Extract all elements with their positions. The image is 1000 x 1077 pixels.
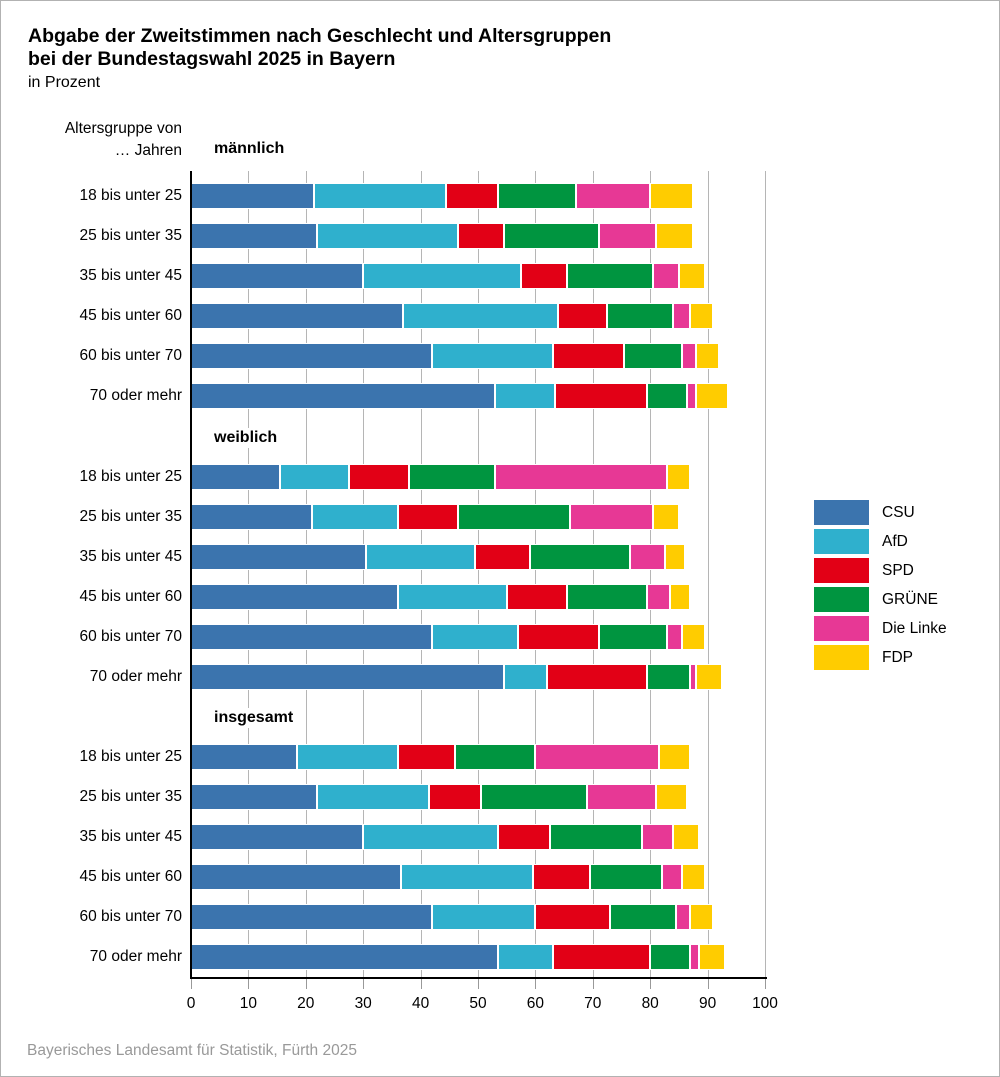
bar-row-insgesamt-35-bis-unter-45 — [191, 824, 699, 850]
x-tick-label-90: 90 — [698, 995, 717, 1012]
bar-segment-grüne — [650, 944, 690, 970]
bar-segment-afd — [312, 504, 398, 530]
gridline-70 — [593, 171, 594, 978]
row-label-weiblich-18-bis-unter-25: 18 bis unter 25 — [79, 468, 182, 485]
bar-row-weiblich-35-bis-unter-45 — [191, 544, 685, 570]
bar-row-männlich-70-oder-mehr — [191, 383, 728, 409]
bar-segment-spd — [398, 504, 458, 530]
group-header-männlich: männlich — [214, 139, 289, 159]
bar-segment-grüne — [455, 744, 535, 770]
bar-segment-grüne — [530, 544, 630, 570]
legend-swatch-spd — [814, 558, 869, 583]
bar-segment-die-linke — [642, 824, 674, 850]
bar-segment-csu — [191, 744, 297, 770]
bar-segment-spd — [558, 303, 607, 329]
x-tick-label-60: 60 — [526, 995, 545, 1012]
bar-segment-die-linke — [690, 944, 699, 970]
bar-segment-grüne — [590, 864, 662, 890]
bar-segment-fdp — [673, 824, 699, 850]
legend-item-csu — [814, 500, 947, 525]
bar-segment-afd — [432, 904, 535, 930]
x-tick-label-30: 30 — [354, 995, 372, 1012]
age-axis-note-line-2: … Jahren — [114, 142, 182, 159]
bar-segment-fdp — [670, 584, 690, 610]
bar-segment-spd — [498, 824, 550, 850]
row-label-weiblich-60-bis-unter-70: 60 bis unter 70 — [79, 628, 182, 645]
gridline-40 — [421, 171, 422, 978]
group-header-insgesamt: insgesamt — [214, 708, 298, 728]
bar-segment-fdp — [682, 864, 705, 890]
bar-segment-grüne — [567, 263, 653, 289]
bar-segment-spd — [446, 183, 498, 209]
x-tick-label-40: 40 — [411, 995, 430, 1012]
bar-row-insgesamt-45-bis-unter-60 — [191, 864, 705, 890]
bar-segment-die-linke — [687, 383, 696, 409]
x-tick-60 — [535, 979, 536, 989]
bar-segment-die-linke — [676, 904, 690, 930]
x-tick-70 — [593, 979, 594, 989]
legend-swatch-grüne — [814, 587, 869, 612]
bar-segment-csu — [191, 464, 280, 490]
gridline-80 — [650, 171, 651, 978]
bar-segment-afd — [498, 944, 553, 970]
gridline-30 — [363, 171, 364, 978]
chart-unit-subtitle: in Prozent — [28, 74, 101, 91]
bar-segment-spd — [521, 263, 567, 289]
bar-segment-afd — [363, 824, 498, 850]
bar-segment-spd — [349, 464, 409, 490]
bar-segment-grüne — [624, 343, 681, 369]
bar-segment-spd — [555, 383, 647, 409]
bar-segment-afd — [314, 183, 446, 209]
bar-segment-csu — [191, 223, 317, 249]
bar-segment-csu — [191, 303, 403, 329]
bar-segment-fdp — [696, 383, 728, 409]
chart-title — [28, 25, 611, 71]
bar-segment-grüne — [550, 824, 642, 850]
bar-segment-csu — [191, 624, 432, 650]
bar-segment-afd — [401, 864, 533, 890]
bar-row-insgesamt-25-bis-unter-35 — [191, 784, 687, 810]
bar-segment-die-linke — [599, 223, 656, 249]
bar-row-weiblich-70-oder-mehr — [191, 664, 722, 690]
bar-segment-csu — [191, 784, 317, 810]
bar-segment-grüne — [498, 183, 575, 209]
bar-segment-afd — [363, 263, 521, 289]
gridline-10 — [248, 171, 249, 978]
legend-item-fdp — [814, 645, 947, 670]
age-axis-note-line-1: Altersgruppe von — [64, 120, 182, 137]
bar-segment-grüne — [409, 464, 495, 490]
bar-segment-csu — [191, 504, 312, 530]
legend-label-grüne: GRÜNE — [882, 590, 938, 608]
x-tick-20 — [306, 979, 307, 989]
bar-row-weiblich-45-bis-unter-60 — [191, 584, 690, 610]
x-tick-10 — [248, 979, 249, 989]
bar-row-insgesamt-70-oder-mehr — [191, 944, 725, 970]
legend-label-die-linke: Die Linke — [882, 619, 947, 637]
legend-label-csu: CSU — [882, 503, 915, 521]
bar-segment-afd — [398, 584, 507, 610]
bar-row-männlich-18-bis-unter-25 — [191, 183, 693, 209]
bar-segment-fdp — [650, 183, 693, 209]
bar-segment-fdp — [690, 904, 713, 930]
age-axis-note — [1, 118, 182, 162]
bar-segment-afd — [495, 383, 555, 409]
plot-area — [186, 171, 778, 1012]
bar-segment-afd — [297, 744, 397, 770]
bar-row-insgesamt-18-bis-unter-25 — [191, 744, 690, 770]
x-tick-label-100: 100 — [752, 995, 778, 1012]
x-tick-30 — [363, 979, 364, 989]
legend-swatch-csu — [814, 500, 869, 525]
bar-row-weiblich-25-bis-unter-35 — [191, 504, 679, 530]
bar-segment-csu — [191, 584, 398, 610]
bar-segment-grüne — [607, 303, 673, 329]
bar-segment-grüne — [599, 624, 668, 650]
bar-segment-afd — [280, 464, 349, 490]
legend-label-fdp: FDP — [882, 648, 913, 666]
bar-segment-spd — [547, 664, 647, 690]
bar-segment-fdp — [696, 343, 719, 369]
y-axis-line — [190, 171, 192, 979]
bar-segment-csu — [191, 944, 498, 970]
bar-segment-grüne — [647, 664, 690, 690]
row-label-insgesamt-60-bis-unter-70: 60 bis unter 70 — [79, 908, 182, 925]
bar-segment-spd — [535, 904, 610, 930]
bar-segment-csu — [191, 183, 314, 209]
x-tick-100 — [765, 979, 766, 989]
bar-segment-spd — [507, 584, 567, 610]
bar-segment-fdp — [679, 263, 705, 289]
bar-segment-csu — [191, 343, 432, 369]
bar-segment-spd — [458, 223, 504, 249]
legend-label-afd: AfD — [882, 532, 908, 550]
bar-segment-die-linke — [682, 343, 696, 369]
row-label-insgesamt-35-bis-unter-45: 35 bis unter 45 — [79, 828, 182, 845]
legend-label-spd: SPD — [882, 561, 914, 579]
bar-row-männlich-25-bis-unter-35 — [191, 223, 693, 249]
bar-segment-die-linke — [535, 744, 658, 770]
legend-swatch-fdp — [814, 645, 869, 670]
gridline-100 — [765, 171, 766, 978]
chart-title-line-2: bei der Bundestagswahl 2025 in Bayern — [28, 48, 396, 70]
bar-segment-afd — [366, 544, 475, 570]
row-label-weiblich-45-bis-unter-60: 45 bis unter 60 — [79, 588, 182, 605]
bar-segment-afd — [432, 624, 518, 650]
bar-segment-die-linke — [576, 183, 651, 209]
bar-segment-spd — [398, 744, 455, 770]
row-label-weiblich-70-oder-mehr: 70 oder mehr — [89, 668, 182, 685]
bar-segment-die-linke — [495, 464, 667, 490]
bar-segment-fdp — [656, 223, 693, 249]
group-header-weiblich: weiblich — [214, 428, 282, 448]
legend — [814, 500, 947, 674]
row-label-männlich-70-oder-mehr: 70 oder mehr — [89, 387, 182, 404]
bar-segment-afd — [504, 664, 547, 690]
bar-segment-spd — [429, 784, 481, 810]
bar-segment-die-linke — [662, 864, 682, 890]
bar-row-männlich-60-bis-unter-70 — [191, 343, 719, 369]
bar-segment-spd — [475, 544, 530, 570]
x-tick-90 — [708, 979, 709, 989]
bar-segment-die-linke — [667, 624, 681, 650]
gridline-20 — [306, 171, 307, 978]
x-tick-50 — [478, 979, 479, 989]
x-tick-label-50: 50 — [469, 995, 487, 1012]
legend-item-grüne — [814, 587, 947, 612]
bar-segment-fdp — [656, 784, 688, 810]
legend-item-die-linke — [814, 616, 947, 641]
bar-segment-afd — [403, 303, 558, 329]
bar-segment-fdp — [682, 624, 705, 650]
row-label-männlich-35-bis-unter-45: 35 bis unter 45 — [79, 267, 182, 284]
bar-segment-grüne — [647, 383, 687, 409]
bar-segment-fdp — [699, 944, 725, 970]
bar-segment-csu — [191, 904, 432, 930]
x-tick-label-10: 10 — [239, 995, 258, 1012]
bar-segment-die-linke — [673, 303, 690, 329]
bar-segment-spd — [553, 944, 651, 970]
bar-row-männlich-45-bis-unter-60 — [191, 303, 713, 329]
bar-segment-fdp — [667, 464, 690, 490]
x-tick-label-20: 20 — [297, 995, 315, 1012]
row-label-männlich-45-bis-unter-60: 45 bis unter 60 — [79, 307, 182, 324]
bar-segment-afd — [317, 223, 458, 249]
row-label-insgesamt-70-oder-mehr: 70 oder mehr — [89, 948, 182, 965]
bar-segment-afd — [432, 343, 553, 369]
x-tick-label-0: 0 — [186, 995, 196, 1012]
source-note: Bayerisches Landesamt für Statistik, Fürth 2025 — [27, 1042, 357, 1059]
x-tick-0 — [191, 979, 192, 989]
bar-segment-spd — [533, 864, 590, 890]
bar-segment-csu — [191, 383, 495, 409]
bar-segment-grüne — [610, 904, 676, 930]
row-label-weiblich-25-bis-unter-35: 25 bis unter 35 — [79, 508, 182, 525]
x-tick-label-70: 70 — [584, 995, 602, 1012]
row-label-männlich-25-bis-unter-35: 25 bis unter 35 — [79, 227, 182, 244]
bar-segment-fdp — [696, 664, 722, 690]
bar-segment-die-linke — [647, 584, 670, 610]
chart-title-line-1: Abgabe der Zweitstimmen nach Geschlecht und Altersgruppen — [28, 25, 612, 47]
row-label-insgesamt-25-bis-unter-35: 25 bis unter 35 — [79, 788, 182, 805]
legend-item-afd — [814, 529, 947, 554]
row-label-insgesamt-45-bis-unter-60: 45 bis unter 60 — [79, 868, 182, 885]
bar-row-weiblich-60-bis-unter-70 — [191, 624, 705, 650]
x-tick-80 — [650, 979, 651, 989]
bar-segment-csu — [191, 544, 366, 570]
bar-segment-afd — [317, 784, 429, 810]
bar-segment-fdp — [659, 744, 691, 770]
bar-segment-csu — [191, 824, 363, 850]
x-tick-40 — [421, 979, 422, 989]
gridline-60 — [535, 171, 536, 978]
gridline-50 — [478, 171, 479, 978]
row-label-weiblich-35-bis-unter-45: 35 bis unter 45 — [79, 548, 182, 565]
legend-swatch-afd — [814, 529, 869, 554]
bar-segment-spd — [553, 343, 625, 369]
bar-segment-die-linke — [570, 504, 653, 530]
bar-segment-csu — [191, 263, 363, 289]
row-label-männlich-18-bis-unter-25: 18 bis unter 25 — [79, 187, 182, 204]
bar-segment-grüne — [481, 784, 587, 810]
row-label-insgesamt-18-bis-unter-25: 18 bis unter 25 — [79, 748, 182, 765]
bar-row-weiblich-18-bis-unter-25 — [191, 464, 690, 490]
bar-segment-die-linke — [653, 263, 679, 289]
bar-segment-spd — [518, 624, 598, 650]
bar-segment-grüne — [458, 504, 570, 530]
bar-row-männlich-35-bis-unter-45 — [191, 263, 705, 289]
row-label-männlich-60-bis-unter-70: 60 bis unter 70 — [79, 347, 182, 364]
gridline-90 — [708, 171, 709, 978]
legend-swatch-die-linke — [814, 616, 869, 641]
legend-item-spd — [814, 558, 947, 583]
x-axis-line — [190, 977, 767, 979]
bar-segment-die-linke — [630, 544, 664, 570]
bar-segment-grüne — [504, 223, 599, 249]
bar-segment-die-linke — [587, 784, 656, 810]
bar-segment-csu — [191, 664, 504, 690]
bar-row-insgesamt-60-bis-unter-70 — [191, 904, 713, 930]
bar-segment-csu — [191, 864, 401, 890]
bar-segment-fdp — [690, 303, 713, 329]
bar-segment-fdp — [653, 504, 679, 530]
bar-segment-fdp — [665, 544, 685, 570]
x-tick-label-80: 80 — [641, 995, 659, 1012]
bar-segment-grüne — [567, 584, 647, 610]
